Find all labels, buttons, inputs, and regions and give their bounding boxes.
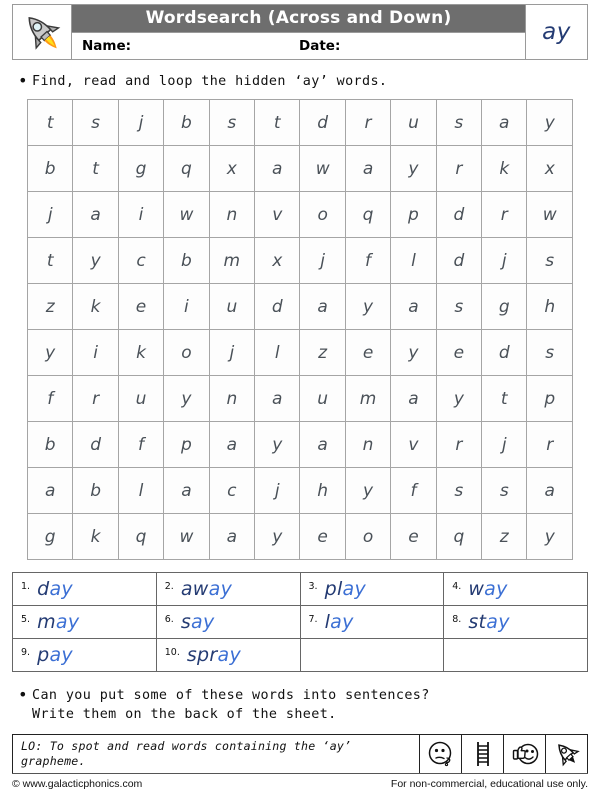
wordsearch-row	[28, 192, 573, 238]
wordsearch-cell[interactable]: g	[482, 284, 527, 330]
word-grapheme: ay	[191, 611, 215, 633]
wordsearch-cell[interactable]: y	[436, 376, 481, 422]
wordsearch-cell[interactable]: q	[436, 514, 481, 560]
wordsearch-cell[interactable]: j	[209, 330, 254, 376]
word-number: 4.	[452, 580, 462, 592]
bottom-instruction-text	[32, 686, 430, 724]
wordsearch-cell[interactable]: k	[73, 514, 118, 560]
wordsearch-cell[interactable]: w	[300, 146, 345, 192]
wordsearch-cell[interactable]: n	[209, 376, 254, 422]
bottom-instruction-line1: Can you put some of these words into sentences?	[32, 688, 430, 703]
wordsearch-cell[interactable]: q	[164, 146, 209, 192]
bottom-instruction	[18, 686, 588, 724]
wordsearch-cell[interactable]: d	[300, 100, 345, 146]
page-title: Wordsearch (Across and Down)	[72, 5, 525, 32]
wordsearch-cell[interactable]: b	[164, 238, 209, 284]
word-text	[187, 644, 241, 666]
footer-copyright: © www.galacticphonics.com	[12, 778, 143, 790]
wordsearch-cell[interactable]: e	[436, 330, 481, 376]
wordsearch-cell[interactable]: f	[28, 376, 73, 422]
word-number: 5.	[21, 613, 31, 625]
wordsearch-cell[interactable]: b	[28, 422, 73, 468]
wordsearch-cell[interactable]: j	[255, 468, 300, 514]
worksheet-page	[0, 4, 600, 804]
word-list-cell[interactable]	[13, 573, 157, 606]
word-list-cell[interactable]	[300, 573, 444, 606]
word-prefix: aw	[180, 578, 209, 600]
wordsearch-cell[interactable]: g	[28, 514, 73, 560]
self-assessment-ladder[interactable]	[461, 735, 503, 773]
wordsearch-cell[interactable]: s	[482, 468, 527, 514]
wordsearch-cell[interactable]: w	[164, 192, 209, 238]
self-assessment-thinking[interactable]	[419, 735, 461, 773]
wordsearch-cell[interactable]: h	[527, 284, 573, 330]
wordsearch-row	[28, 100, 573, 146]
wordsearch-cell[interactable]: a	[209, 422, 254, 468]
word-list-row	[13, 606, 588, 639]
wordsearch-cell[interactable]: j	[482, 422, 527, 468]
rocket-icon	[19, 9, 65, 55]
wordsearch-cell[interactable]: y	[345, 468, 390, 514]
word-number: 7.	[308, 613, 318, 625]
wordsearch-cell[interactable]: e	[118, 284, 163, 330]
wordsearch-cell[interactable]: k	[118, 330, 163, 376]
word-grapheme: ay	[486, 611, 510, 633]
ladder-icon	[468, 739, 498, 769]
wordsearch-cell[interactable]: a	[527, 468, 573, 514]
wordsearch-cell[interactable]: j	[28, 192, 73, 238]
wordsearch-row	[28, 146, 573, 192]
wordsearch-cell[interactable]: s	[436, 100, 481, 146]
rocket-icon	[552, 739, 582, 769]
wordsearch-cell[interactable]: j	[300, 238, 345, 284]
wordsearch-row	[28, 468, 573, 514]
word-list-cell[interactable]	[156, 639, 300, 672]
wordsearch-row	[28, 330, 573, 376]
wordsearch-cell[interactable]: v	[391, 422, 436, 468]
wordsearch-cell[interactable]: r	[436, 146, 481, 192]
wordsearch-cell[interactable]: d	[436, 192, 481, 238]
wordsearch-cell[interactable]: p	[527, 376, 573, 422]
wordsearch-cell[interactable]: y	[73, 238, 118, 284]
top-instruction	[18, 72, 588, 91]
wordsearch-cell[interactable]: o	[345, 514, 390, 560]
wordsearch-cell[interactable]: y	[527, 100, 573, 146]
wordsearch-cell[interactable]: b	[164, 100, 209, 146]
wordsearch-cell[interactable]: k	[482, 146, 527, 192]
word-number: 10.	[164, 646, 180, 658]
learning-objective-text: LO: To spot and read words containing the ‘ay’ grapheme.	[21, 739, 352, 768]
wordsearch-cell[interactable]: y	[28, 330, 73, 376]
wordsearch-cell[interactable]: m	[345, 376, 390, 422]
word-grapheme: ay	[208, 578, 233, 600]
wordsearch-grid[interactable]	[27, 99, 573, 560]
wordsearch-cell[interactable]: y	[345, 284, 390, 330]
thumbs-up-face-icon	[510, 739, 540, 769]
learning-objective-box	[12, 734, 588, 774]
wordsearch-cell[interactable]: l	[391, 238, 436, 284]
wordsearch-cell[interactable]: f	[391, 468, 436, 514]
word-list-row	[13, 639, 588, 672]
wordsearch-cell[interactable]: f	[345, 238, 390, 284]
wordsearch-cell[interactable]: m	[209, 238, 254, 284]
word-number: 9.	[21, 646, 31, 658]
word-grapheme: ay	[217, 644, 242, 666]
date-label: Date:	[299, 38, 341, 54]
wordsearch-cell[interactable]: a	[209, 514, 254, 560]
wordsearch-cell[interactable]: a	[482, 100, 527, 146]
wordsearch-cell[interactable]: a	[300, 284, 345, 330]
wordsearch-cell[interactable]: b	[28, 146, 73, 192]
bottom-instruction-line2: Write them on the back of the sheet.	[32, 707, 337, 722]
worksheet-header	[12, 4, 588, 60]
wordsearch-cell[interactable]: w	[527, 192, 573, 238]
wordsearch-cell[interactable]: s	[209, 100, 254, 146]
wordsearch-cell[interactable]: u	[300, 376, 345, 422]
wordsearch-cell[interactable]: z	[28, 284, 73, 330]
wordsearch-cell[interactable]: a	[255, 376, 300, 422]
wordsearch-cell[interactable]: x	[209, 146, 254, 192]
word-list-cell[interactable]	[444, 606, 588, 639]
wordsearch-cell[interactable]: l	[255, 330, 300, 376]
wordsearch-cell[interactable]: z	[300, 330, 345, 376]
wordsearch-cell[interactable]: d	[482, 330, 527, 376]
wordsearch-cell[interactable]: g	[118, 146, 163, 192]
wordsearch-cell[interactable]: a	[255, 146, 300, 192]
wordsearch-cell[interactable]: r	[345, 100, 390, 146]
word-text	[181, 611, 215, 633]
word-text	[37, 611, 79, 633]
wordsearch-cell[interactable]: a	[73, 192, 118, 238]
logo-cell	[12, 4, 72, 60]
wordsearch-cell[interactable]: q	[118, 514, 163, 560]
wordsearch-cell[interactable]: i	[118, 192, 163, 238]
wordsearch-cell[interactable]: z	[482, 514, 527, 560]
wordsearch-cell[interactable]: i	[164, 284, 209, 330]
wordsearch-row	[28, 284, 573, 330]
wordsearch-cell[interactable]: f	[118, 422, 163, 468]
wordsearch-cell[interactable]: b	[73, 468, 118, 514]
self-assessment-rocket[interactable]	[545, 735, 587, 773]
wordsearch-cell[interactable]: o	[164, 330, 209, 376]
wordsearch-cell[interactable]: s	[436, 468, 481, 514]
wordsearch-cell[interactable]: u	[118, 376, 163, 422]
wordsearch-cell[interactable]: q	[345, 192, 390, 238]
word-grapheme: ay	[49, 644, 73, 666]
word-list-cell[interactable]	[13, 606, 157, 639]
wordsearch-cell[interactable]: a	[391, 376, 436, 422]
wordsearch-cell[interactable]: e	[345, 330, 390, 376]
word-prefix: l	[324, 611, 331, 633]
word-text	[468, 611, 509, 633]
footer-usage: For non-commercial, educational use only.	[390, 778, 588, 790]
wordsearch-cell[interactable]: d	[73, 422, 118, 468]
wordsearch-cell[interactable]: s	[527, 330, 573, 376]
word-number: 6.	[164, 613, 174, 625]
wordsearch-cell[interactable]: x	[527, 146, 573, 192]
word-list-table	[12, 572, 588, 672]
wordsearch-cell[interactable]: u	[391, 100, 436, 146]
self-assessment-thumbs-up[interactable]	[503, 735, 545, 773]
grapheme-badge-label: ay	[542, 19, 571, 45]
word-prefix: st	[468, 611, 487, 633]
name-label: Name:	[82, 38, 132, 54]
wordsearch-cell[interactable]: y	[391, 146, 436, 192]
word-list-cell[interactable]	[156, 573, 300, 606]
word-text	[325, 578, 366, 600]
wordsearch-cell[interactable]: s	[436, 284, 481, 330]
wordsearch-cell[interactable]: a	[300, 422, 345, 468]
wordsearch-cell[interactable]: e	[391, 514, 436, 560]
footer	[12, 773, 588, 790]
word-number: 1.	[21, 580, 31, 592]
word-number: 3.	[308, 580, 318, 592]
word-prefix: w	[468, 578, 485, 600]
word-list-cell[interactable]	[156, 606, 300, 639]
wordsearch-cell[interactable]: e	[300, 514, 345, 560]
wordsearch-cell[interactable]: n	[209, 192, 254, 238]
word-text	[181, 578, 232, 600]
wordsearch-cell[interactable]: s	[73, 100, 118, 146]
bullet-icon-2: •	[18, 685, 29, 704]
word-list-row	[13, 573, 588, 606]
wordsearch-cell[interactable]: o	[300, 192, 345, 238]
wordsearch-cell[interactable]: r	[73, 376, 118, 422]
word-text	[325, 611, 354, 633]
wordsearch-cell[interactable]: a	[345, 146, 390, 192]
word-grapheme: ay	[49, 578, 73, 600]
wordsearch-cell[interactable]: l	[118, 468, 163, 514]
wordsearch-cell[interactable]: r	[482, 192, 527, 238]
thinking-face-icon	[426, 739, 456, 769]
wordsearch-cell[interactable]: j	[118, 100, 163, 146]
wordsearch-cell[interactable]: k	[73, 284, 118, 330]
word-grapheme: ay	[484, 578, 508, 600]
word-number: 2.	[164, 580, 174, 592]
wordsearch-cell[interactable]: r	[436, 422, 481, 468]
wordsearch-cell[interactable]: c	[209, 468, 254, 514]
word-list-wrap	[12, 572, 588, 672]
wordsearch-cell[interactable]: s	[527, 238, 573, 284]
word-list-cell[interactable]	[300, 639, 444, 672]
wordsearch-cell[interactable]: x	[255, 238, 300, 284]
wordsearch-cell[interactable]: u	[209, 284, 254, 330]
wordsearch-cell[interactable]: y	[255, 422, 300, 468]
word-grapheme: ay	[342, 578, 367, 600]
wordsearch-cell[interactable]: c	[118, 238, 163, 284]
grapheme-badge	[526, 4, 588, 60]
bullet-icon: •	[18, 71, 29, 90]
wordsearch-cell[interactable]: t	[73, 146, 118, 192]
wordsearch-cell[interactable]: y	[164, 376, 209, 422]
wordsearch-cell[interactable]: t	[255, 100, 300, 146]
wordsearch-cell[interactable]: a	[164, 468, 209, 514]
wordsearch-cell[interactable]: d	[436, 238, 481, 284]
wordsearch-cell[interactable]: y	[527, 514, 573, 560]
word-prefix: pl	[324, 578, 343, 600]
wordsearch-row	[28, 422, 573, 468]
word-text	[37, 578, 73, 600]
word-prefix: m	[37, 611, 56, 633]
top-instruction-text: Find, read and loop the hidden ‘ay’ words.	[32, 74, 388, 89]
word-text	[468, 578, 507, 600]
wordsearch-cell[interactable]: r	[527, 422, 573, 468]
wordsearch-cell[interactable]: d	[255, 284, 300, 330]
word-list-cell[interactable]	[444, 573, 588, 606]
wordsearch-cell[interactable]: n	[345, 422, 390, 468]
word-prefix: spr	[186, 644, 218, 666]
wordsearch-row	[28, 238, 573, 284]
wordsearch-cell[interactable]: a	[28, 468, 73, 514]
wordsearch-cell[interactable]: t	[482, 376, 527, 422]
wordsearch-cell[interactable]: a	[391, 284, 436, 330]
wordsearch-cell[interactable]: t	[28, 100, 73, 146]
word-list-cell[interactable]	[13, 639, 157, 672]
wordsearch-cell[interactable]: t	[28, 238, 73, 284]
wordsearch-cell[interactable]: i	[73, 330, 118, 376]
word-prefix: d	[37, 578, 50, 600]
word-grapheme: ay	[55, 611, 80, 633]
learning-objective-wrap	[12, 734, 588, 774]
wordsearch-cell[interactable]: p	[391, 192, 436, 238]
word-number: 8.	[452, 613, 462, 625]
wordsearch-cell[interactable]: v	[255, 192, 300, 238]
wordsearch-cell[interactable]: p	[164, 422, 209, 468]
header-center	[72, 4, 526, 60]
wordsearch-cell[interactable]: h	[300, 468, 345, 514]
word-prefix: s	[180, 611, 192, 633]
name-date-row	[72, 32, 525, 59]
wordsearch-cell[interactable]: y	[255, 514, 300, 560]
wordsearch-cell[interactable]: j	[482, 238, 527, 284]
wordsearch-row	[28, 514, 573, 560]
wordsearch-cell[interactable]: y	[391, 330, 436, 376]
wordsearch-grid-wrap	[27, 99, 573, 560]
wordsearch-cell[interactable]: w	[164, 514, 209, 560]
word-grapheme: ay	[330, 611, 354, 633]
word-list-cell[interactable]	[300, 606, 444, 639]
word-list-cell[interactable]	[444, 639, 588, 672]
word-prefix: p	[37, 644, 50, 666]
wordsearch-row	[28, 376, 573, 422]
word-text	[37, 644, 73, 666]
